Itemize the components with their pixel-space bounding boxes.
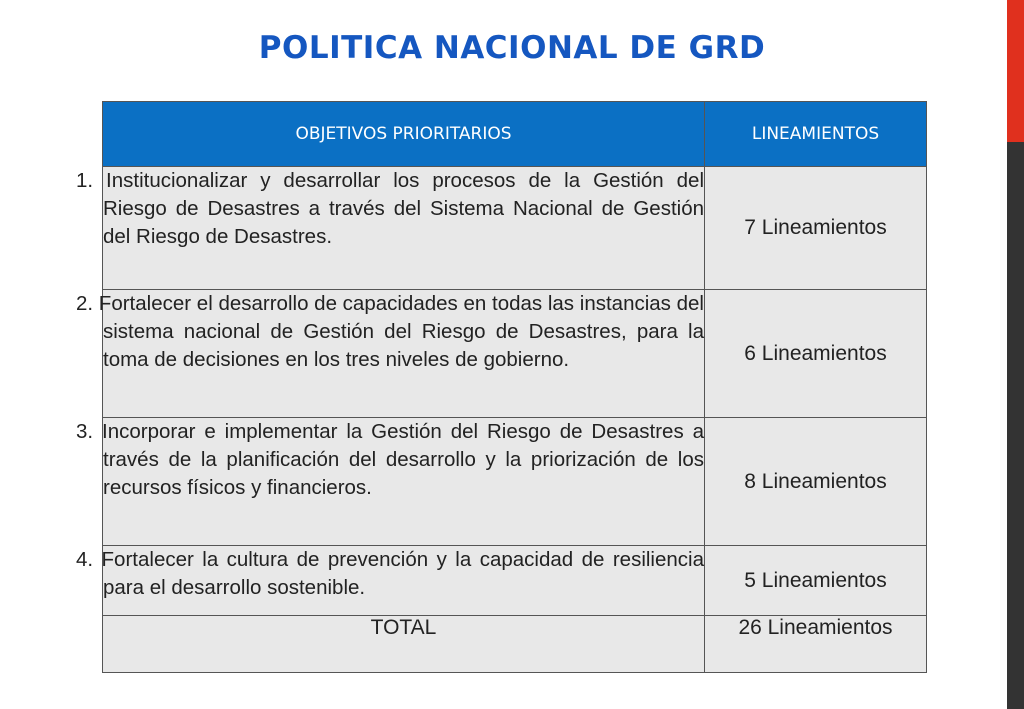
table-header-row [103,102,927,167]
objectives-table [76,101,927,673]
lineamientos-cell: 5 Lineamientos [705,546,927,616]
table-row [103,290,927,418]
table-row [103,167,927,290]
lineamientos-cell: 7 Lineamientos [705,167,927,290]
objective-cell: 4. Fortalecer la cultura de prevención y la capacidad de resiliencia para el desarrollo sostenible. [103,546,705,616]
objective-cell: 1. Institucionalizar y desarrollar los procesos de la Gestión del Riesgo de Desastres a través del Sistema Nacional de Gestión del Riesgo de Desastres. [103,167,705,290]
side-accent-bar-red [1007,0,1024,142]
table-total-row [103,616,927,673]
page-title: POLITICA NACIONAL DE GRD [258,30,766,66]
header-objetivos: OBJETIVOS PRIORITARIOS [103,102,705,167]
lineamientos-cell: 6 Lineamientos [705,290,927,418]
lineamientos-cell: 8 Lineamientos [705,418,927,546]
total-label: TOTAL [103,616,705,673]
table-row [103,546,927,616]
table-row [103,418,927,546]
side-accent-bar-dark [1007,142,1024,709]
header-lineamientos: LINEAMIENTOS [705,102,927,167]
total-value: 26 Lineamientos [705,616,927,673]
objective-cell: 3. Incorporar e implementar la Gestión del Riesgo de Desastres a través de la planificación del desarrollo y la priorización de los recursos físicos y financieros. [103,418,705,546]
objective-cell: 2. Fortalecer el desarrollo de capacidades en todas las instancias del sistema nacional de Gestión del Riesgo de Desastres, para la toma de decisiones en los tres niveles de gobierno. [103,290,705,418]
